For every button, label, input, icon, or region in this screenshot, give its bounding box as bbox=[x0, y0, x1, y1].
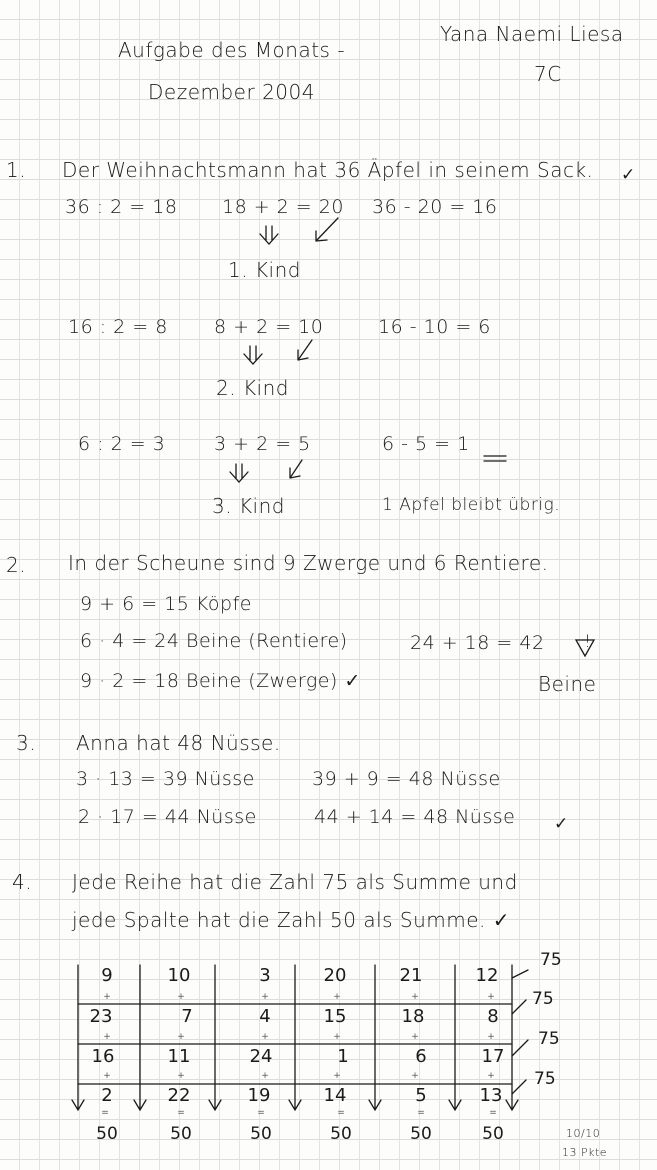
task2-line2b: 24 + 18 = 42 bbox=[410, 632, 545, 654]
grid-cell: 10 bbox=[167, 965, 191, 986]
equals-sign: = bbox=[101, 1108, 109, 1118]
equals-sign: = bbox=[417, 1108, 425, 1118]
row-sum: 75 bbox=[534, 1069, 556, 1089]
double-underline bbox=[484, 456, 506, 461]
grid-cell: 13 bbox=[479, 1085, 503, 1106]
double-down-arrow-icon bbox=[244, 346, 262, 364]
grade-line2: 13 Pkte bbox=[562, 1146, 608, 1159]
task1-statement: Der Weihnachtsmann hat 36 Äpfel in seinem Sack. bbox=[62, 158, 594, 182]
column-sum: 50 bbox=[250, 1124, 272, 1144]
equals-sign: = bbox=[257, 1108, 265, 1118]
plus-sign: + bbox=[333, 1071, 341, 1081]
plus-sign: + bbox=[177, 992, 185, 1002]
grid-cell: 23 bbox=[89, 1006, 113, 1027]
task4-statement-line1: Jede Reihe hat die Zahl 75 als Summe und bbox=[72, 870, 518, 894]
grid-cell: 14 bbox=[323, 1085, 347, 1106]
task3-line1b: 39 + 9 = 48 Nüsse bbox=[312, 768, 501, 790]
grid-cell: 9 bbox=[101, 965, 113, 986]
task1-row1-div: 36 : 2 = 18 bbox=[65, 196, 178, 218]
column-sum: 50 bbox=[482, 1124, 504, 1144]
grid-cell: 7 bbox=[181, 1006, 193, 1027]
task1-row3-child: 3. Kind bbox=[212, 494, 285, 518]
task1-row2-div: 16 : 2 = 8 bbox=[68, 316, 168, 338]
plus-sign: + bbox=[411, 1071, 419, 1081]
plus-sign: + bbox=[177, 1071, 185, 1081]
task1-row2-add: 8 + 2 = 10 bbox=[214, 316, 324, 338]
grid-cell: 24 bbox=[249, 1046, 273, 1067]
page-title-line2: Dezember 2004 bbox=[148, 80, 315, 104]
task1-row3-div: 6 : 2 = 3 bbox=[78, 433, 166, 455]
row-sum: 75 bbox=[538, 1029, 560, 1049]
plus-sign: + bbox=[261, 1071, 269, 1081]
grid-cell: 2 bbox=[101, 1085, 113, 1106]
plus-sign: + bbox=[333, 992, 341, 1002]
grid-cell: 5 bbox=[415, 1085, 427, 1106]
task1-row1-add: 18 + 2 = 20 bbox=[222, 196, 344, 218]
task3-check: ✓ bbox=[554, 814, 569, 834]
task3-line1a: 3 · 13 = 39 Nüsse bbox=[76, 768, 255, 790]
grid-cell: 6 bbox=[415, 1046, 427, 1067]
column-sum: 50 bbox=[330, 1124, 352, 1144]
grid-cell: 18 bbox=[401, 1006, 425, 1027]
plus-sign: + bbox=[411, 1032, 419, 1042]
down-left-arrow-icon bbox=[298, 340, 312, 360]
grid-cell: 11 bbox=[167, 1046, 191, 1067]
grid-cell: 21 bbox=[399, 965, 423, 986]
plus-sign: + bbox=[103, 1032, 111, 1042]
student-class: 7C bbox=[534, 62, 562, 86]
task1-row1-sub: 36 - 20 = 16 bbox=[372, 196, 498, 218]
task1-row3-add: 3 + 2 = 5 bbox=[214, 433, 311, 455]
page-title-line1: Aufgabe des Monats - bbox=[118, 38, 346, 62]
task1-conclusion: 1 Apfel bleibt übrig. bbox=[382, 495, 561, 515]
task2-number: 2. bbox=[6, 553, 27, 577]
task2-statement: In der Scheune sind 9 Zwerge und 6 Rentiere. bbox=[68, 551, 549, 575]
grade-line1: 10/10 bbox=[566, 1127, 601, 1140]
plus-sign: + bbox=[103, 1071, 111, 1081]
task1-row3-sub: 6 - 5 = 1 bbox=[382, 433, 470, 455]
task2-line3: 9 · 2 = 18 Beine (Zwerge) ✓ bbox=[80, 670, 361, 692]
grid-cell: 8 bbox=[487, 1006, 499, 1027]
column-sum: 50 bbox=[170, 1124, 192, 1144]
student-name: Yana Naemi Liesa bbox=[440, 22, 624, 46]
plus-sign: + bbox=[487, 992, 495, 1002]
double-down-arrow-icon bbox=[230, 464, 248, 482]
plus-sign: + bbox=[261, 992, 269, 1002]
task1-number: 1. bbox=[6, 158, 27, 182]
equals-sign: = bbox=[489, 1108, 497, 1118]
row-sum: 75 bbox=[532, 989, 554, 1009]
down-left-arrow-icon bbox=[290, 460, 302, 478]
equals-sign: = bbox=[177, 1108, 185, 1118]
column-sum: 50 bbox=[410, 1124, 432, 1144]
grid-cell: 15 bbox=[323, 1006, 347, 1027]
task2-line3b: Beine bbox=[538, 672, 597, 696]
grid-cell: 4 bbox=[259, 1006, 271, 1027]
grid-cell: 12 bbox=[475, 965, 499, 986]
plus-sign: + bbox=[261, 1032, 269, 1042]
task1-row2-child: 2. Kind bbox=[216, 376, 289, 400]
column-sum: 50 bbox=[96, 1124, 118, 1144]
plus-sign: + bbox=[487, 1071, 495, 1081]
task1-row1-child: 1. Kind bbox=[228, 258, 301, 282]
grid-cell: 22 bbox=[167, 1085, 191, 1106]
task2-line1: 9 + 6 = 15 Köpfe bbox=[80, 593, 252, 615]
grid-cell: 1 bbox=[337, 1046, 349, 1067]
down-left-arrow-icon bbox=[316, 218, 338, 241]
task1-check: ✓ bbox=[621, 165, 636, 185]
task2-mark: ! bbox=[584, 632, 592, 652]
grid-lines bbox=[72, 965, 528, 1110]
plus-sign: + bbox=[333, 1032, 341, 1042]
plus-sign: + bbox=[103, 992, 111, 1002]
grid-cell: 19 bbox=[247, 1085, 271, 1106]
grid-cell: 16 bbox=[91, 1046, 115, 1067]
task2-line2: 6 · 4 = 24 Beine (Rentiere) bbox=[80, 630, 348, 652]
grid-cell: 20 bbox=[323, 965, 347, 986]
task3-statement: Anna hat 48 Nüsse. bbox=[76, 731, 281, 755]
plus-sign: + bbox=[177, 1032, 185, 1042]
grid-cell: 17 bbox=[481, 1046, 505, 1067]
plus-sign: + bbox=[487, 1032, 495, 1042]
grid-cell: 3 bbox=[259, 965, 271, 986]
warning-triangle-icon bbox=[576, 640, 594, 656]
plus-sign: + bbox=[411, 992, 419, 1002]
row-sum: 75 bbox=[540, 950, 562, 970]
task1-row2-sub: 16 - 10 = 6 bbox=[378, 316, 491, 338]
task3-line2a: 2 · 17 = 44 Nüsse bbox=[78, 806, 257, 828]
task4-statement-line2: jede Spalte hat die Zahl 50 als Summe. ✓ bbox=[72, 908, 511, 932]
task3-line2b: 44 + 14 = 48 Nüsse bbox=[314, 806, 516, 828]
task3-number: 3. bbox=[16, 731, 37, 755]
equals-sign: = bbox=[337, 1108, 345, 1118]
double-down-arrow-icon bbox=[260, 226, 278, 244]
task4-number: 4. bbox=[12, 870, 33, 894]
